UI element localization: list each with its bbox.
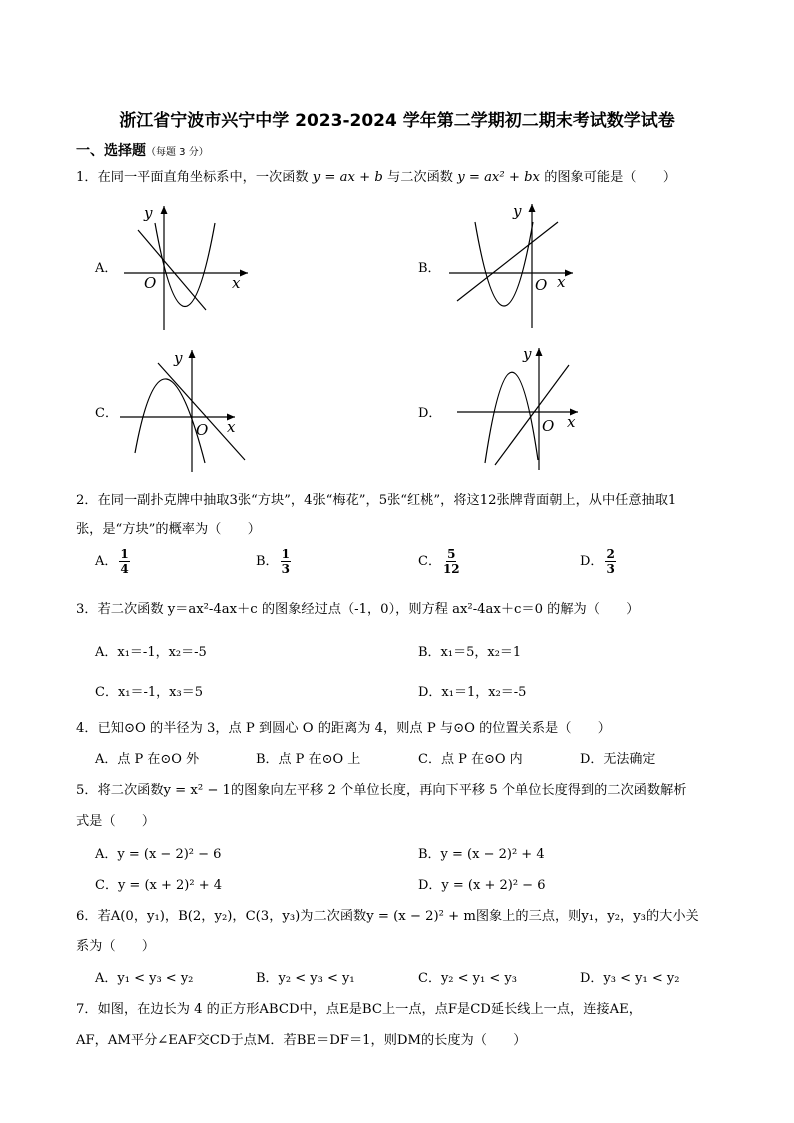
q2-option-d — [580, 547, 616, 576]
q2-option-a — [95, 547, 130, 576]
parabola — [135, 379, 205, 463]
question-7-line-1: 7．如图，在边长为 4 的正方形ABCD中，点E是BC上一点，点F是CD延长线上一点，连接AE， — [76, 1002, 642, 1017]
y-axis-arrow — [529, 204, 536, 212]
q1-formula-quadratic: y = ax² + bx — [457, 170, 540, 185]
page-title: 浙江省宁波市兴宁中学 2023-2024 学年第二学期初二期末考试数学试卷 — [119, 111, 675, 131]
q1-stem-a: 1．在同一平面直角坐标系中，一次函数 — [76, 170, 309, 185]
graph-option-d — [445, 345, 585, 475]
q6-option-d: D．y₃ < y₁ < y₂ — [580, 971, 680, 986]
section-note: （每题 3 分） — [146, 147, 209, 158]
x-label: x — [557, 273, 566, 291]
q2-option-c-label: C． — [418, 554, 441, 569]
fraction — [443, 547, 460, 576]
x-label: x — [567, 413, 576, 431]
y-label: y — [513, 202, 522, 220]
numerator: 5 — [447, 547, 456, 561]
q2-option-c — [418, 547, 460, 576]
q4-option-b: B．点 P 在⊙O 上 — [256, 752, 361, 767]
q2-option-a-label: A． — [95, 554, 118, 569]
origin-label: O — [542, 417, 555, 435]
q3-option-d: D．x₁＝1，x₂＝-5 — [418, 685, 527, 700]
graph-option-b — [445, 200, 580, 335]
denominator: 12 — [442, 562, 460, 576]
q6-option-b: B．y₂ < y₃ < y₁ — [256, 971, 355, 986]
q5-option-d: D．y = (x + 2)² − 6 — [418, 878, 546, 893]
question-6-line-2: 系为（ ） — [76, 939, 156, 954]
q5-option-a: A．y = (x − 2)² − 6 — [95, 847, 222, 862]
y-label: y — [144, 204, 153, 222]
q3-option-a: A．x₁＝-1，x₂＝-5 — [95, 645, 207, 660]
section-label: 一、选择题 — [76, 143, 146, 159]
fraction — [281, 547, 291, 576]
origin-label: O — [144, 274, 157, 292]
q1-option-d-label: D． — [418, 406, 442, 421]
q1-option-c-label: C． — [95, 406, 118, 421]
question-3-line-1: 3．若二次函数 y＝ax²-4ax＋c 的图象经过点（-1，0），则方程 ax²-4ax＋c＝0 的解为（ ） — [76, 602, 640, 617]
x-label: x — [232, 274, 241, 292]
q2-option-b — [256, 547, 291, 576]
graph-option-a — [120, 200, 255, 335]
question-5-line-2: 式是（ ） — [76, 814, 156, 829]
q1-option-b-label: B． — [418, 261, 441, 276]
y-label: y — [523, 345, 532, 363]
fraction — [119, 547, 129, 576]
q1-stem-b: 与二次函数 — [387, 170, 453, 185]
line — [158, 363, 245, 460]
line — [495, 365, 569, 465]
question-1-stem — [76, 166, 676, 185]
y-label: y — [174, 349, 183, 367]
q4-option-c: C．点 P 在⊙O 内 — [418, 752, 523, 767]
numerator: 1 — [281, 547, 290, 561]
question-6-line-1: 6．若A(0，y₁)，B(2，y₂)，C(3，y₃)为二次函数y = (x − 2)² + m图象上的三点，则y₁，y₂，y₃的大小关 — [76, 909, 699, 924]
denominator: 3 — [281, 562, 290, 576]
question-7-line-2: AF，AM平分∠EAF交CD于点M．若BE＝DF＝1，则DM的长度为（ ） — [76, 1033, 527, 1048]
denominator: 4 — [120, 562, 129, 576]
x-axis-arrow — [240, 270, 248, 277]
q3-option-b: B．x₁＝5，x₂＝1 — [418, 645, 522, 660]
graph-option-c — [120, 345, 255, 475]
x-label: x — [227, 418, 236, 436]
origin-label: O — [535, 276, 548, 294]
question-2-line-1: 2．在同一副扑克牌中抽取3张“方块”，4张“梅花”，5张“红桃”，将这12张牌背面朝上，从中任意抽取1 — [76, 493, 677, 508]
question-2-line-2: 张，是“方块”的概率为（ ） — [76, 522, 261, 537]
q6-option-c: C．y₂ < y₁ < y₃ — [418, 971, 517, 986]
q2-option-b-label: B． — [256, 554, 279, 569]
origin-label: O — [196, 421, 209, 439]
q4-option-a: A．点 P 在⊙O 外 — [95, 752, 200, 767]
line — [138, 230, 206, 310]
section-heading — [76, 140, 209, 160]
question-5-line-1: 5．将二次函数y = x² − 1的图象向左平移 2 个单位长度，再向下平移 5 个单位长度得到的二次函数解析 — [76, 783, 687, 798]
y-axis-arrow — [189, 350, 196, 358]
q5-option-b: B．y = (x − 2)² + 4 — [418, 847, 545, 862]
numerator: 2 — [606, 547, 615, 561]
y-axis-arrow — [161, 206, 168, 214]
x-axis-arrow — [565, 270, 573, 277]
q2-option-d-label: D． — [580, 554, 604, 569]
denominator: 3 — [606, 562, 615, 576]
fraction — [605, 547, 615, 576]
q3-option-c: C．x₁＝-1，x₃＝5 — [95, 685, 203, 700]
y-axis-arrow — [536, 348, 543, 356]
q1-stem-c: 的图象可能是（ ） — [544, 170, 677, 185]
q4-option-d: D．无法确定 — [580, 752, 656, 767]
q1-option-a-label: A． — [95, 261, 118, 276]
q6-option-a: A．y₁ < y₃ < y₂ — [95, 971, 194, 986]
numerator: 1 — [120, 547, 129, 561]
q1-formula-linear: y = ax + b — [312, 170, 383, 185]
question-4-line-1: 4．已知⊙O 的半径为 3，点 P 到圆心 O 的距离为 4，则点 P 与⊙O 的位置关系是（ ） — [76, 721, 611, 736]
q5-option-c: C．y = (x + 2)² + 4 — [95, 878, 222, 893]
